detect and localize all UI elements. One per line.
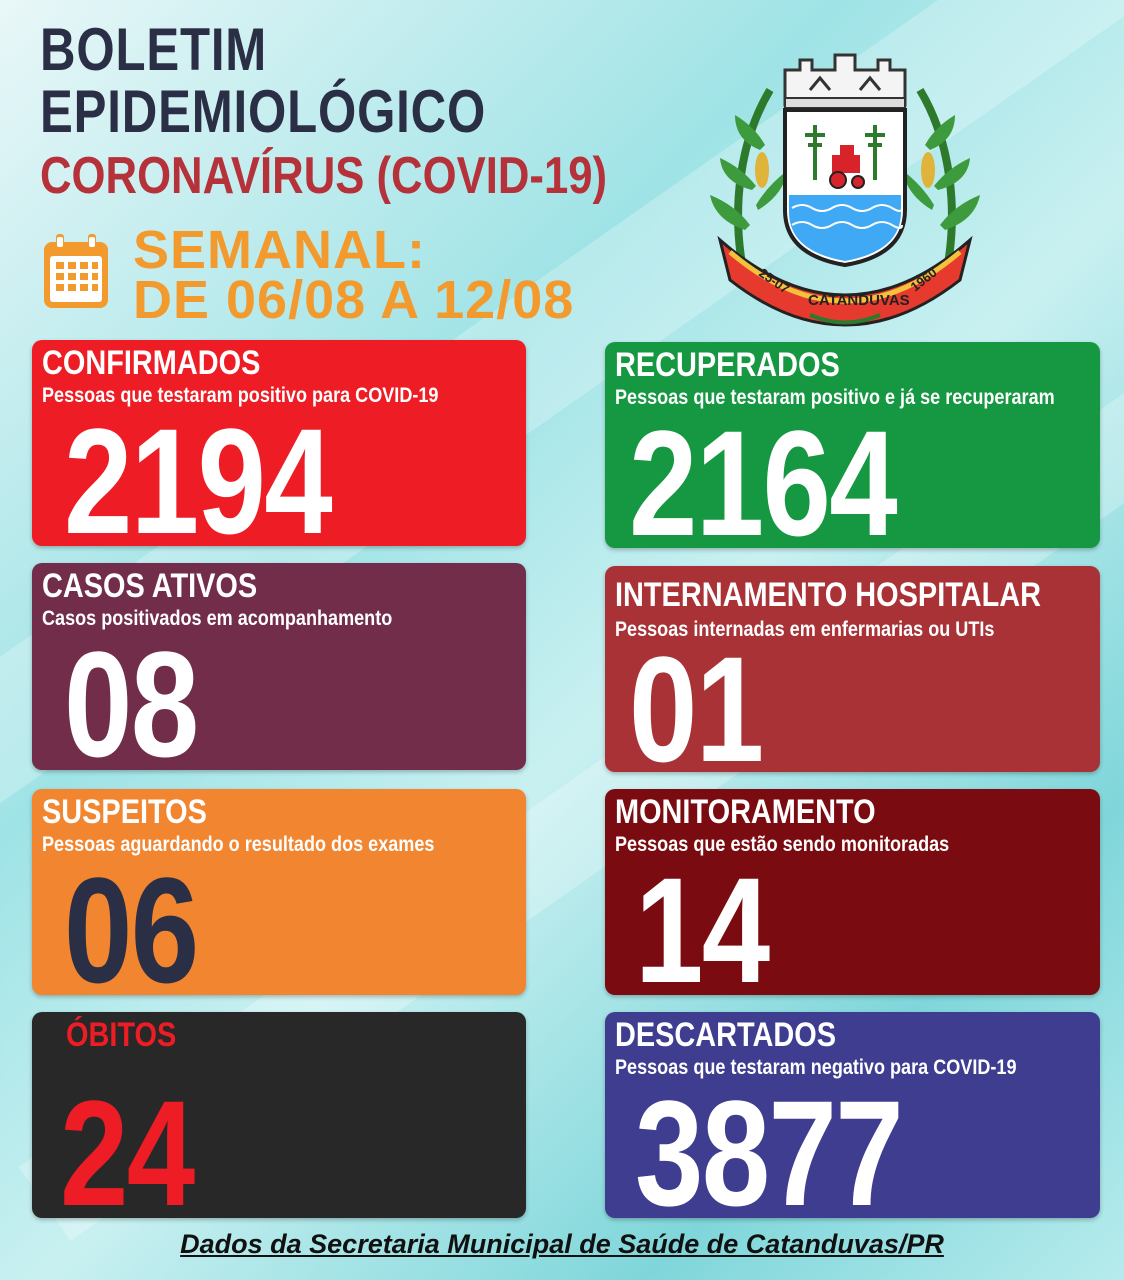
card-value: 2164 [629, 399, 897, 548]
card-description: Pessoas internadas em enfermarias ou UTIs [615, 618, 995, 641]
card-value: 24 [60, 1069, 194, 1218]
card-value: 3877 [635, 1069, 903, 1218]
crest-ribbon-left: 25-07 [756, 265, 793, 297]
card-suspeitos [32, 789, 526, 995]
card-obitos [32, 1012, 526, 1218]
subtitle: CORONAVÍRUS (COVID-19) [40, 147, 608, 205]
card-value: 14 [635, 846, 769, 995]
card-description: Pessoas que testaram negativo para COVID-19 [615, 1056, 1017, 1079]
card-description: Pessoas que testaram positivo e já se recuperaram [615, 386, 1055, 409]
card-confirmados [32, 340, 526, 546]
crest-ribbon-right: 1960 [907, 264, 940, 295]
week-range: DE 06/08 A 12/08 [133, 270, 575, 330]
card-casos-ativos [32, 563, 526, 770]
week-label: SEMANAL: [133, 220, 426, 280]
card-descartados [605, 1012, 1100, 1218]
title-line1: BOLETIM [40, 16, 268, 83]
card-label: RECUPERADOS [615, 346, 840, 384]
card-label: ÓBITOS [66, 1016, 177, 1054]
card-label: MONITORAMENTO [615, 793, 876, 831]
card-value: 2194 [64, 397, 332, 546]
crest-ribbon-center: CATANDUVAS [808, 292, 910, 309]
card-label: SUSPEITOS [42, 793, 207, 831]
card-label: INTERNAMENTO HOSPITALAR [615, 576, 1042, 614]
title-line2: EPIDEMIOLÓGICO [40, 78, 487, 145]
municipal-coat-of-arms [700, 30, 990, 330]
footer-source: Dados da Secretaria Municipal de Saúde de Catanduvas/PR [180, 1229, 944, 1259]
card-description: Pessoas que testaram positivo para COVID-19 [42, 384, 439, 407]
card-description: Pessoas que estão sendo monitoradas [615, 833, 950, 856]
card-value: 08 [64, 620, 198, 770]
card-monitoramento [605, 789, 1100, 995]
card-value: 01 [629, 625, 763, 772]
card-label: DESCARTADOS [615, 1016, 837, 1054]
card-description: Pessoas aguardando o resultado dos exames [42, 833, 435, 856]
card-label: CASOS ATIVOS [42, 567, 258, 605]
card-description: Casos positivados em acompanhamento [42, 607, 393, 630]
calendar-icon [42, 232, 110, 310]
card-label: CONFIRMADOS [42, 344, 261, 382]
card-recuperados [605, 342, 1100, 548]
card-internamento [605, 566, 1100, 772]
card-value: 06 [64, 846, 198, 995]
